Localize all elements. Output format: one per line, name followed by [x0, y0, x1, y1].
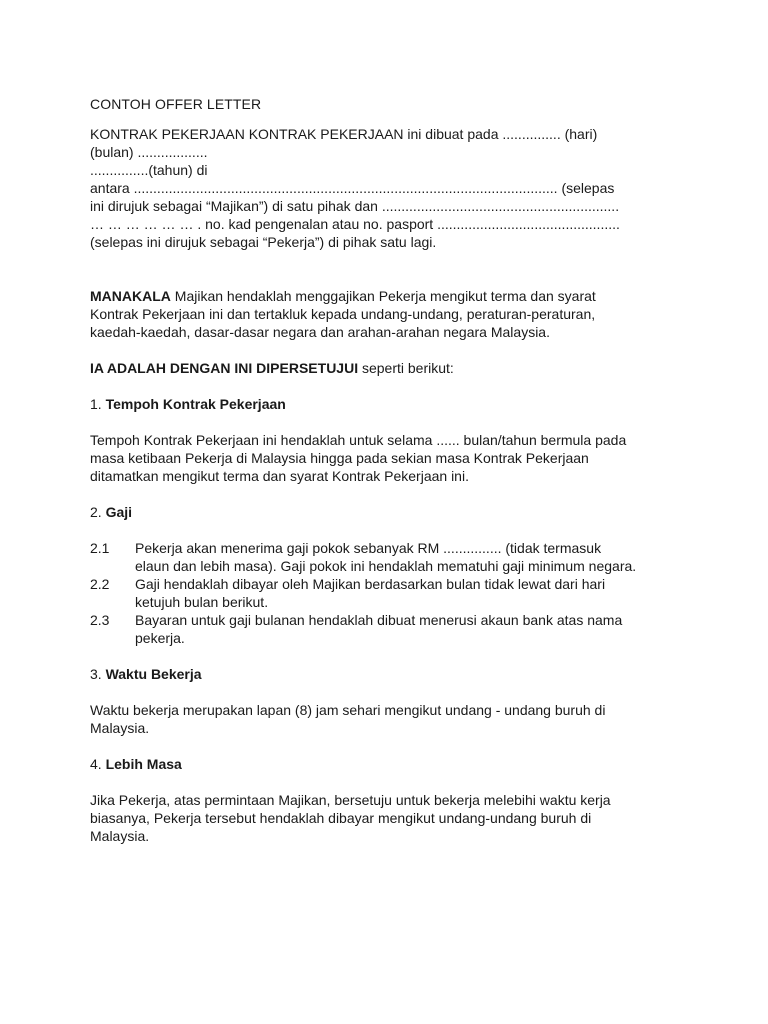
- section-1-heading: [90, 395, 690, 413]
- document-page: [90, 95, 690, 845]
- list-item-line: Pekerja akan menerima gaji pokok sebanyak RM ............... (tidak termasuk: [135, 540, 602, 556]
- intro-line: ini dirujuk sebagai “Majikan”) di satu pihak dan .............................................................: [90, 198, 620, 214]
- manakala-line: Kontrak Pekerjaan ini dan tertakluk kepada undang-undang, peraturan-peraturan,: [90, 306, 596, 322]
- agreement-text: seperti berikut:: [358, 360, 454, 376]
- section-3-body: [90, 701, 690, 737]
- intro-line: antara ............................................................................................................. (selepas: [90, 180, 615, 196]
- section-title: Waktu Bekerja: [105, 666, 202, 682]
- list-item-number: 2.2: [90, 576, 110, 592]
- intro-line: (selepas ini dirujuk sebagai “Pekerja”) di pihak satu lagi.: [90, 234, 437, 250]
- section-3-heading: [90, 665, 690, 683]
- list-item-line: pekerja.: [135, 630, 185, 646]
- section-1-line: ditamatkan mengikut terma dan syarat Kontrak Pekerjaan ini.: [90, 468, 469, 484]
- list-item-line: elaun dan lebih masa). Gaji pokok ini hendaklah mematuhi gaji minimum negara.: [135, 558, 637, 574]
- section-number: 4.: [90, 756, 106, 772]
- agreement-keyword: IA ADALAH DENGAN INI DIPERSETUJUI: [90, 360, 359, 376]
- section-title: Lebih Masa: [105, 756, 182, 772]
- section-number: 2.: [90, 504, 106, 520]
- manakala-paragraph: [90, 287, 690, 341]
- manakala-keyword: MANAKALA: [90, 288, 171, 304]
- list-item: [90, 575, 690, 611]
- section-3-line: Waktu bekerja merupakan lapan (8) jam sehari mengikut undang - undang buruh di: [90, 702, 606, 718]
- manakala-text: Majikan hendaklah menggajikan Pekerja mengikut terma dan syarat: [170, 288, 596, 304]
- section-number: 1.: [90, 396, 106, 412]
- section-4-line: biasanya, Pekerja tersebut hendaklah dibayar mengikut undang-undang buruh di: [90, 810, 592, 826]
- list-item-line: Gaji hendaklah dibayar oleh Majikan berdasarkan bulan tidak lewat dari hari: [135, 576, 606, 592]
- section-1-body: [90, 431, 690, 485]
- section-number: 3.: [90, 666, 106, 682]
- list-item-number: 2.1: [90, 540, 110, 556]
- list-item-line: ketujuh bulan berikut.: [135, 594, 269, 610]
- agreement-statement: [90, 359, 690, 377]
- document-title: CONTOH OFFER LETTER: [90, 96, 262, 112]
- section-title: Gaji: [105, 504, 133, 520]
- intro-line: KONTRAK PEKERJAAN KONTRAK PEKERJAAN ini dibuat pada ............... (hari): [90, 126, 598, 142]
- list-item-line: Bayaran untuk gaji bulanan hendaklah dibuat menerusi akaun bank atas nama: [135, 612, 623, 628]
- list-item-number: 2.3: [90, 612, 110, 628]
- section-3-line: Malaysia.: [90, 720, 150, 736]
- intro-line: (bulan) ..................: [90, 144, 208, 160]
- intro-paragraph: [90, 125, 690, 251]
- manakala-line: kaedah-kaedah, dasar-dasar negara dan arahan-arahan negara Malaysia.: [90, 324, 550, 340]
- intro-line: … … … … … … . no. kad pengenalan atau no. pasport ...............................................: [90, 216, 620, 232]
- section-4-line: Malaysia.: [90, 828, 150, 844]
- section-4-line: Jika Pekerja, atas permintaan Majikan, bersetuju untuk bekerja melebihi waktu kerja: [90, 792, 611, 808]
- section-1-line: Tempoh Kontrak Pekerjaan ini hendaklah untuk selama ...... bulan/tahun bermula pada: [90, 432, 627, 448]
- intro-line: ...............(tahun) di: [90, 162, 208, 178]
- section-4-body: [90, 791, 690, 845]
- section-4-heading: [90, 755, 690, 773]
- section-title: Tempoh Kontrak Pekerjaan: [105, 396, 286, 412]
- section-2-list: [90, 539, 690, 647]
- list-item: [90, 611, 690, 647]
- section-2-heading: [90, 503, 690, 521]
- list-item: [90, 539, 690, 575]
- section-1-line: masa ketibaan Pekerja di Malaysia hingga pada sekian masa Kontrak Pekerjaan: [90, 450, 589, 466]
